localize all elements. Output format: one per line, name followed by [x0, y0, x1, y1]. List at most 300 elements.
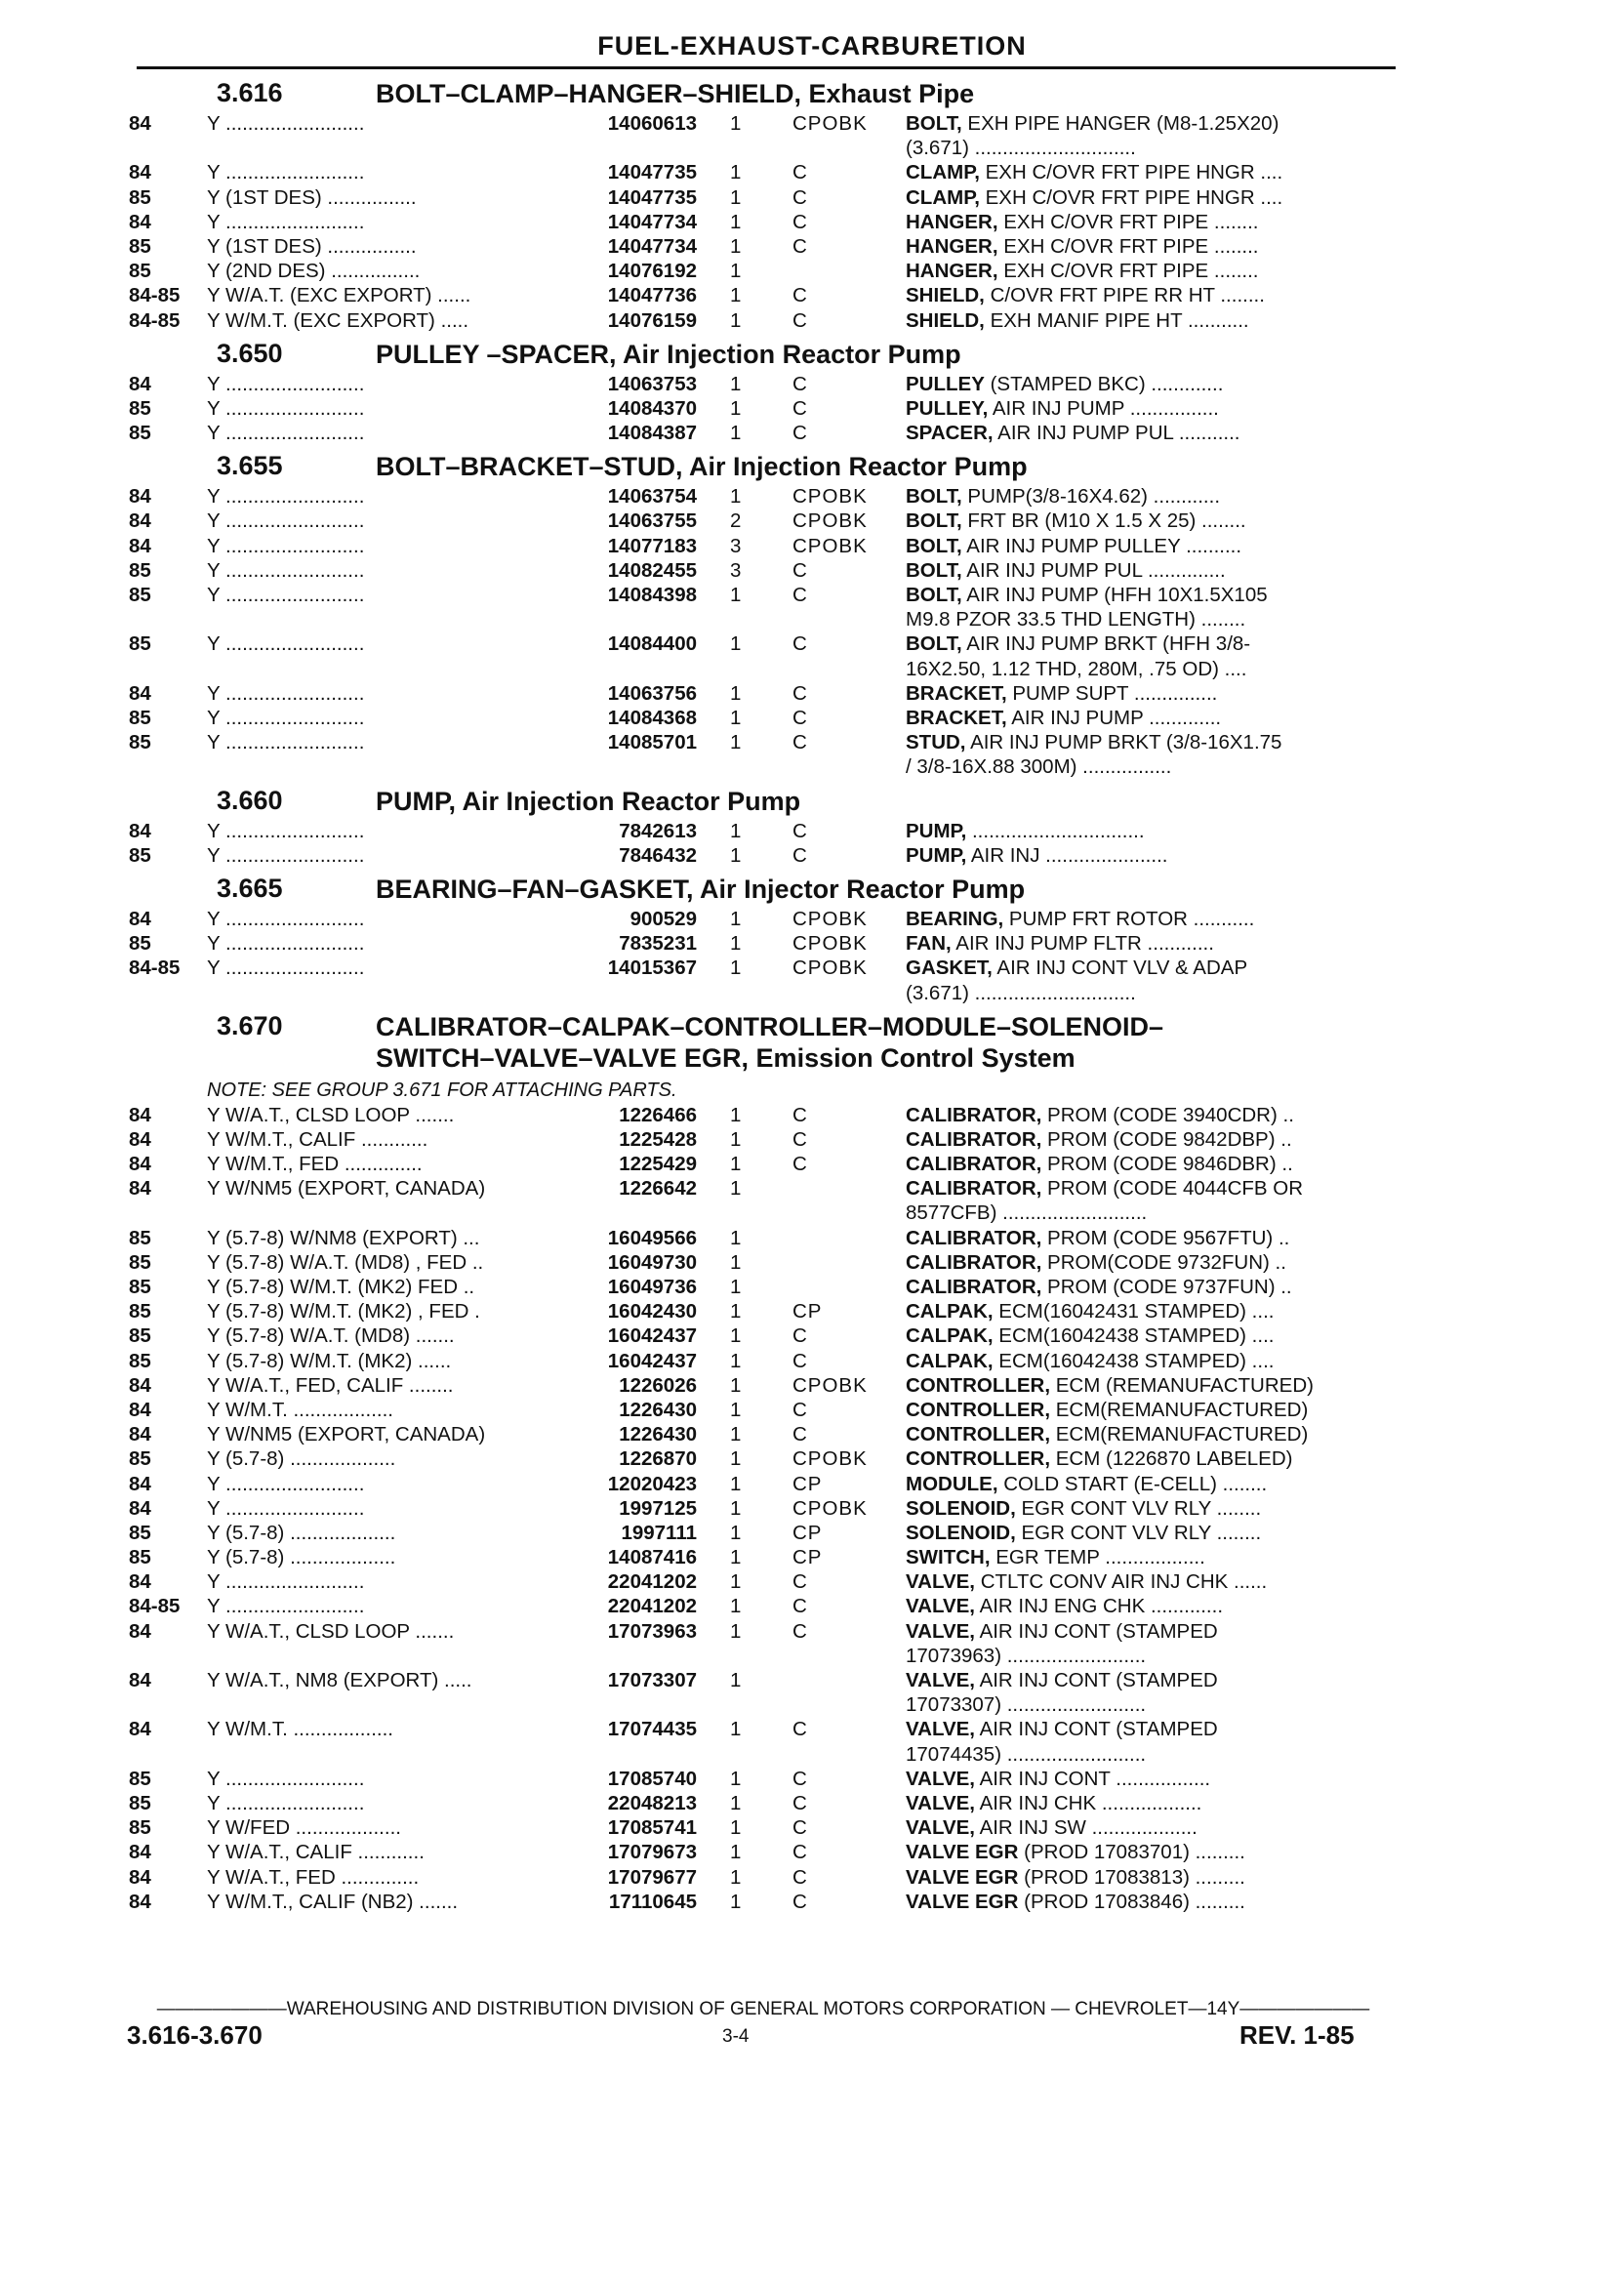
- part-name: [906, 1127, 1390, 1152]
- section-header: [0, 72, 1624, 111]
- part-name: [906, 1323, 1390, 1348]
- source-code: C: [792, 1324, 808, 1348]
- part-name-detail: ECM(16042438 STAMPED) ....: [993, 1324, 1275, 1348]
- quantity: 1: [730, 1865, 742, 1889]
- table-row: [0, 160, 1624, 184]
- source-code: CP: [792, 1546, 823, 1569]
- quantity: 1: [730, 1103, 742, 1126]
- model-year: 84: [129, 819, 151, 842]
- application-desc: Y W/A.T., FED, CALIF ........: [207, 1373, 454, 1397]
- source-code: C: [792, 1349, 808, 1372]
- part-name: [906, 706, 1390, 730]
- quantity: 1: [730, 1250, 742, 1274]
- quantity: 1: [730, 706, 742, 729]
- source-code: C: [792, 1890, 808, 1913]
- part-name-detail: PUMP FRT ROTOR ...........: [1003, 907, 1255, 930]
- part-name: [906, 956, 1390, 1004]
- part-name-detail: AIR INJ PUMP PUL ..............: [961, 558, 1226, 582]
- section-header: [0, 780, 1624, 819]
- table-row: [0, 1349, 1624, 1373]
- quantity: 1: [730, 1792, 742, 1815]
- part-name: [906, 534, 1390, 558]
- source-code: CPOBK: [792, 1496, 868, 1520]
- part-number: 16049566: [607, 1226, 697, 1249]
- source-code: C: [792, 1570, 808, 1594]
- application-desc: Y (5.7-8) ...................: [207, 1447, 396, 1471]
- part-name: [906, 1767, 1390, 1791]
- model-year: 84: [129, 161, 151, 184]
- part-name-bold: PULLEY: [906, 372, 985, 395]
- part-number: 16042430: [607, 1300, 697, 1323]
- model-year: 84-85: [129, 284, 181, 307]
- part-name: [906, 283, 1390, 307]
- header-rule: [137, 66, 1396, 69]
- part-number: 14077183: [607, 534, 697, 557]
- table-row: [0, 1865, 1624, 1890]
- source-code: C: [792, 1127, 808, 1151]
- model-year: 84: [129, 112, 151, 135]
- part-name-detail: PROM (CODE 9567FTU) ..: [1041, 1226, 1290, 1249]
- model-year: 84: [129, 534, 151, 557]
- part-name-detail: AIR INJ PUMP FLTR ............: [951, 932, 1214, 956]
- application-desc: Y W/A.T., CALIF ............: [207, 1841, 425, 1864]
- part-name-bold: SHIELD,: [906, 308, 985, 332]
- section-number: 3.650: [217, 338, 283, 368]
- part-number: 14084368: [607, 706, 697, 729]
- quantity: 1: [730, 632, 742, 656]
- part-number: 16042437: [607, 1349, 697, 1372]
- quantity: 1: [730, 1153, 742, 1176]
- section-header: [0, 1005, 1624, 1078]
- part-name-bold: BRACKET,: [906, 706, 1007, 729]
- application-desc: Y (5.7-8) W/M.T. (MK2) , FED .: [207, 1300, 480, 1323]
- table-row: [0, 907, 1624, 931]
- part-name-bold: VALVE EGR: [906, 1890, 1019, 1913]
- quantity: 1: [730, 260, 742, 283]
- quantity: 1: [730, 308, 742, 332]
- table-row: [0, 631, 1624, 680]
- part-number: 14084400: [607, 632, 697, 656]
- model-year: 84: [129, 1373, 151, 1397]
- model-year: 85: [129, 1521, 151, 1544]
- application-desc: Y W/NM5 (EXPORT, CANADA): [207, 1177, 486, 1201]
- part-name-bold: BRACKET,: [906, 681, 1007, 705]
- quantity: 1: [730, 843, 742, 867]
- table-row: [0, 308, 1624, 333]
- source-code: C: [792, 210, 808, 233]
- part-name-bold: VALVE,: [906, 1619, 975, 1643]
- model-year: 85: [129, 1226, 151, 1249]
- part-name-bold: STUD,: [906, 731, 966, 754]
- table-row: [0, 509, 1624, 533]
- part-name-detail: AIR INJ CHK ..................: [975, 1792, 1202, 1815]
- application-desc: Y (1ST DES) ................: [207, 234, 417, 258]
- model-year: 84: [129, 372, 151, 395]
- part-name: [906, 509, 1390, 533]
- table-row: [0, 1815, 1624, 1840]
- model-year: 84: [129, 907, 151, 930]
- part-name-bold: BOLT,: [906, 632, 962, 656]
- table-row: [0, 1569, 1624, 1594]
- table-row: [0, 1226, 1624, 1250]
- source-code: CPOBK: [792, 534, 868, 557]
- table-row: [0, 1619, 1624, 1668]
- table-row: [0, 372, 1624, 396]
- application-desc: Y (5.7-8) W/A.T. (MD8) .......: [207, 1324, 455, 1348]
- part-name-detail: (PROD 17083701) .........: [1018, 1841, 1245, 1864]
- part-name: [906, 160, 1390, 184]
- source-code: C: [792, 234, 808, 258]
- part-name: [906, 1398, 1390, 1422]
- quantity: 1: [730, 1177, 742, 1201]
- model-year: 85: [129, 1767, 151, 1790]
- part-name: [906, 1521, 1390, 1545]
- page-header-title: FUEL-EXHAUST-CARBURETION: [597, 31, 1027, 61]
- part-name: [906, 1496, 1390, 1521]
- part-number: 17079673: [607, 1841, 697, 1864]
- part-name-detail: AIR INJ PUMP BRKT (HFH 3/8- 16X2.50, 1.12 THD, 280M, .75 OD) ....: [906, 632, 1251, 680]
- model-year: 85: [129, 1816, 151, 1840]
- part-number: 14047734: [607, 210, 697, 233]
- application-desc: Y .........................: [207, 632, 365, 656]
- application-desc: Y .........................: [207, 843, 365, 867]
- part-name-detail: AIR INJ CONT VLV & ADAP (3.671) .............................: [906, 957, 1248, 1004]
- part-name: [906, 1840, 1390, 1864]
- table-row: [0, 534, 1624, 558]
- part-name-detail: (PROD 17083846) .........: [1018, 1890, 1245, 1913]
- table-row: [0, 1373, 1624, 1398]
- part-number: 17079677: [607, 1865, 697, 1889]
- section-header: [0, 868, 1624, 907]
- part-name-detail: PUMP(3/8-16X4.62) ............: [961, 485, 1221, 509]
- table-row: [0, 1890, 1624, 1914]
- part-name-bold: CALPAK,: [906, 1349, 994, 1372]
- part-name-bold: BOLT,: [906, 485, 962, 509]
- application-desc: Y .........................: [207, 112, 365, 135]
- model-year: 84-85: [129, 308, 181, 332]
- part-name-detail: PUMP SUPT ...............: [1006, 681, 1218, 705]
- part-number: 14084387: [607, 422, 697, 445]
- source-code: C: [792, 731, 808, 754]
- part-name-bold: CLAMP,: [906, 161, 980, 184]
- part-name-detail: (PROD 17083813) .........: [1018, 1865, 1245, 1889]
- model-year: 84: [129, 1669, 151, 1692]
- application-desc: Y W/M.T. ..................: [207, 1718, 393, 1741]
- model-year: 85: [129, 234, 151, 258]
- part-name-detail: C/OVR FRT PIPE RR HT ........: [984, 284, 1265, 307]
- part-name-bold: SOLENOID,: [906, 1521, 1016, 1544]
- application-desc: Y (2ND DES) ................: [207, 260, 421, 283]
- section-title: PUMP, Air Injection Reactor Pump: [376, 786, 801, 816]
- part-number: 16042437: [607, 1324, 697, 1348]
- part-name: [906, 1422, 1390, 1446]
- part-number: 14084370: [607, 396, 697, 420]
- part-number: 1226430: [619, 1398, 697, 1421]
- application-desc: Y .........................: [207, 706, 365, 729]
- part-name: [906, 1594, 1390, 1618]
- table-row: [0, 1250, 1624, 1275]
- table-row: [0, 1152, 1624, 1176]
- application-desc: Y .........................: [207, 1595, 365, 1618]
- part-number: 14085701: [607, 731, 697, 754]
- quantity: 2: [730, 509, 742, 533]
- application-desc: Y .........................: [207, 731, 365, 754]
- model-year: 85: [129, 731, 151, 754]
- section-title: BOLT–CLAMP–HANGER–SHIELD, Exhaust Pipe: [376, 79, 975, 108]
- source-code: C: [792, 185, 808, 209]
- part-name: [906, 819, 1390, 843]
- quantity: 1: [730, 422, 742, 445]
- part-name: [906, 1349, 1390, 1373]
- table-row: [0, 730, 1624, 779]
- part-name-detail: AIR INJ CONT (STAMPED 17073307) .........................: [906, 1669, 1218, 1717]
- source-code: CPOBK: [792, 1373, 868, 1397]
- model-year: 85: [129, 1349, 151, 1372]
- part-number: 14063753: [607, 372, 697, 395]
- table-row: [0, 819, 1624, 843]
- quantity: 1: [730, 161, 742, 184]
- model-year: 84: [129, 210, 151, 233]
- application-desc: Y .........................: [207, 1472, 365, 1495]
- application-desc: Y (1ST DES) ................: [207, 185, 417, 209]
- part-number: 1226026: [619, 1373, 697, 1397]
- part-name: [906, 1103, 1390, 1127]
- quantity: 1: [730, 1816, 742, 1840]
- part-name-bold: CALPAK,: [906, 1324, 994, 1348]
- part-name-detail: (STAMPED BKC) .............: [984, 372, 1224, 395]
- quantity: 1: [730, 1521, 742, 1544]
- table-row: [0, 1472, 1624, 1496]
- model-year: 84: [129, 1398, 151, 1421]
- quantity: 1: [730, 1398, 742, 1421]
- quantity: 1: [730, 1767, 742, 1790]
- part-name: [906, 1176, 1390, 1225]
- part-name: [906, 1865, 1390, 1890]
- part-number: 14047736: [607, 284, 697, 307]
- part-name-detail: EXH C/OVR FRT PIPE HNGR ....: [979, 185, 1283, 209]
- quantity: 1: [730, 1226, 742, 1249]
- source-code: C: [792, 422, 808, 445]
- part-name-bold: VALVE EGR: [906, 1841, 1019, 1864]
- source-code: C: [792, 1865, 808, 1889]
- part-name-detail: AIR INJ PUMP .............: [1006, 706, 1222, 729]
- application-desc: Y .........................: [207, 161, 365, 184]
- source-code: C: [792, 1767, 808, 1790]
- part-name-bold: CALIBRATOR,: [906, 1226, 1042, 1249]
- table-row: [0, 283, 1624, 307]
- table-row: [0, 1521, 1624, 1545]
- source-code: C: [792, 584, 808, 607]
- quantity: 1: [730, 1276, 742, 1299]
- quantity: 1: [730, 1423, 742, 1446]
- part-number: 17073963: [607, 1619, 697, 1643]
- part-name-detail: ...............................: [966, 819, 1145, 842]
- source-code: C: [792, 1792, 808, 1815]
- section-header: [0, 333, 1624, 372]
- part-name-bold: CONTROLLER,: [906, 1373, 1051, 1397]
- part-number: 14047735: [607, 185, 697, 209]
- section-title: BEARING–FAN–GASKET, Air Injector Reactor Pump: [376, 874, 1026, 904]
- part-name: [906, 1275, 1390, 1299]
- source-code: CPOBK: [792, 1447, 868, 1471]
- part-number: 16049730: [607, 1250, 697, 1274]
- application-desc: Y (5.7-8) W/M.T. (MK2) ......: [207, 1349, 452, 1372]
- quantity: 1: [730, 584, 742, 607]
- source-code: C: [792, 372, 808, 395]
- quantity: 1: [730, 1570, 742, 1594]
- part-name-detail: AIR INJ PUMP (HFH 10X1.5X105 M9.8 PZOR 33.5 THD LENGTH) ........: [906, 584, 1268, 631]
- model-year: 85: [129, 1792, 151, 1815]
- section-header: [0, 445, 1624, 484]
- part-name-detail: AIR INJ ENG CHK .............: [975, 1595, 1224, 1618]
- part-name: [906, 1717, 1390, 1766]
- part-name-detail: ECM (1226870 LABELED): [1050, 1447, 1293, 1471]
- model-year: 85: [129, 1546, 151, 1569]
- model-year: 84: [129, 1423, 151, 1446]
- quantity: 3: [730, 534, 742, 557]
- source-code: CPOBK: [792, 957, 868, 980]
- part-name: [906, 907, 1390, 931]
- part-name: [906, 931, 1390, 956]
- quantity: 1: [730, 1546, 742, 1569]
- part-number: 1997111: [621, 1521, 697, 1544]
- part-number: 14060613: [607, 112, 697, 135]
- part-name-detail: AIR INJ PUMP PULLEY ..........: [961, 534, 1242, 557]
- model-year: 84-85: [129, 1595, 181, 1618]
- application-desc: Y W/A.T., FED ..............: [207, 1865, 420, 1889]
- model-year: 85: [129, 1324, 151, 1348]
- part-name-bold: SWITCH,: [906, 1546, 991, 1569]
- source-code: C: [792, 1398, 808, 1421]
- part-name-bold: FAN,: [906, 932, 952, 956]
- application-desc: Y W/M.T., FED ..............: [207, 1153, 423, 1176]
- part-name-detail: EGR CONT VLV RLY ........: [1015, 1521, 1262, 1544]
- model-year: 84-85: [129, 957, 181, 980]
- application-desc: Y W/A.T., NM8 (EXPORT) .....: [207, 1669, 472, 1692]
- part-name: [906, 396, 1390, 421]
- table-row: [0, 210, 1624, 234]
- model-year: 85: [129, 1300, 151, 1323]
- quantity: 1: [730, 185, 742, 209]
- application-desc: Y W/A.T., CLSD LOOP .......: [207, 1619, 455, 1643]
- table-row: [0, 1791, 1624, 1815]
- application-desc: Y .........................: [207, 372, 365, 395]
- part-number: 1226642: [619, 1177, 697, 1201]
- part-name-bold: CALIBRATOR,: [906, 1177, 1042, 1201]
- source-code: C: [792, 843, 808, 867]
- part-name-detail: ECM(REMANUFACTURED): [1050, 1398, 1309, 1421]
- model-year: 84: [129, 1890, 151, 1913]
- source-code: C: [792, 1619, 808, 1643]
- quantity: 1: [730, 681, 742, 705]
- part-number: 16049736: [607, 1276, 697, 1299]
- part-name-detail: ECM(16042438 STAMPED) ....: [993, 1349, 1275, 1372]
- source-code: C: [792, 1841, 808, 1864]
- part-number: 7835231: [619, 932, 697, 956]
- source-code: C: [792, 161, 808, 184]
- part-name: [906, 631, 1390, 680]
- part-number: 17073307: [607, 1669, 697, 1692]
- source-code: C: [792, 706, 808, 729]
- part-name: [906, 111, 1390, 160]
- part-number: 14047734: [607, 234, 697, 258]
- footer-revision: REV. 1-85: [1239, 2020, 1355, 2050]
- part-number: 12020423: [607, 1472, 697, 1495]
- part-name-detail: EXH C/OVR FRT PIPE HNGR ....: [979, 161, 1283, 184]
- table-row: [0, 956, 1624, 1004]
- part-name: [906, 1152, 1390, 1176]
- part-name-detail: EXH MANIF PIPE HT ...........: [984, 308, 1249, 332]
- part-name-detail: AIR INJ ......................: [966, 843, 1168, 867]
- application-desc: Y W/NM5 (EXPORT, CANADA): [207, 1423, 486, 1446]
- part-name: [906, 1815, 1390, 1840]
- application-desc: Y .........................: [207, 1496, 365, 1520]
- application-desc: Y .........................: [207, 819, 365, 842]
- part-name: [906, 1472, 1390, 1496]
- part-name-detail: EXH C/OVR FRT PIPE ........: [997, 260, 1259, 283]
- part-name-bold: HANGER,: [906, 210, 998, 233]
- part-name-bold: PUMP,: [906, 819, 967, 842]
- part-name-detail: EGR CONT VLV RLY ........: [1015, 1496, 1262, 1520]
- part-name-detail: ECM(16042431 STAMPED) ....: [993, 1300, 1275, 1323]
- table-row: [0, 1323, 1624, 1348]
- model-year: 85: [129, 422, 151, 445]
- part-number: 1226870: [619, 1447, 697, 1471]
- section-number: 3.655: [217, 451, 283, 481]
- quantity: 1: [730, 112, 742, 135]
- part-name: [906, 843, 1390, 868]
- part-name-bold: CONTROLLER,: [906, 1423, 1051, 1446]
- table-row: [0, 1422, 1624, 1446]
- part-name-detail: AIR INJ CONT (STAMPED 17073963) .........................: [906, 1619, 1218, 1667]
- part-name-bold: BOLT,: [906, 112, 962, 135]
- part-number: 7846432: [619, 843, 697, 867]
- part-number: 1997125: [619, 1496, 697, 1520]
- part-name: [906, 1250, 1390, 1275]
- model-year: 85: [129, 632, 151, 656]
- part-number: 17085740: [607, 1767, 697, 1790]
- quantity: 1: [730, 1718, 742, 1741]
- application-desc: Y (5.7-8) W/NM8 (EXPORT) ...: [207, 1226, 480, 1249]
- model-year: 85: [129, 706, 151, 729]
- part-name-detail: CTLTC CONV AIR INJ CHK ......: [975, 1570, 1268, 1594]
- part-name-bold: SOLENOID,: [906, 1496, 1016, 1520]
- part-name-detail: AIR INJ SW ...................: [975, 1816, 1198, 1840]
- model-year: 85: [129, 396, 151, 420]
- part-name-detail: ECM (REMANUFACTURED): [1050, 1373, 1314, 1397]
- table-row: [0, 421, 1624, 445]
- application-desc: Y .........................: [207, 534, 365, 557]
- model-year: 84: [129, 1718, 151, 1741]
- model-year: 84: [129, 485, 151, 509]
- quantity: 1: [730, 1669, 742, 1692]
- model-year: 84: [129, 1472, 151, 1495]
- part-name-bold: VALVE,: [906, 1767, 975, 1790]
- part-number: 17074435: [607, 1718, 697, 1741]
- part-name-detail: PROM (CODE 9846DBR) ..: [1041, 1153, 1293, 1176]
- part-number: 22041202: [607, 1595, 697, 1618]
- table-row: [0, 681, 1624, 706]
- part-name: [906, 1446, 1390, 1471]
- model-year: 84: [129, 1865, 151, 1889]
- source-code: CP: [792, 1472, 823, 1495]
- application-desc: Y .........................: [207, 907, 365, 930]
- model-year: 84: [129, 1841, 151, 1864]
- quantity: 1: [730, 932, 742, 956]
- source-code: C: [792, 1423, 808, 1446]
- part-number: 22048213: [607, 1792, 697, 1815]
- quantity: 1: [730, 1447, 742, 1471]
